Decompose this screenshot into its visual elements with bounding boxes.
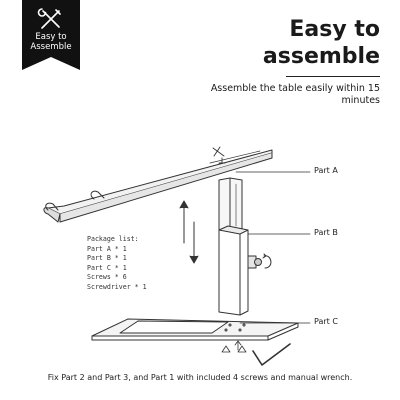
part-c-base [92,319,298,340]
part-b-label: Part B [314,228,338,237]
headline-title: Easy to assemble [262,17,380,69]
badge-label: Easy to Assemble [30,32,72,52]
package-list-item: Part B * 1 [87,254,127,263]
part-a-label: Part A [314,166,338,175]
headline-subtitle: Assemble the table easily within 15 minutes [210,83,380,106]
assembly-instructions: Fix Part 2 and Part 3, and Part 1 with included 4 screws and manual wrench. [47,373,353,382]
assembly-arrow-icon [180,201,198,263]
part-c-label: Part C [314,317,338,326]
rotate-arrow-icon [264,256,271,268]
package-list-item: Part A * 1 [87,244,127,253]
package-list [87,235,147,293]
package-list-item: Screwdriver * 1 [87,282,147,291]
base-screw-icons [222,341,246,352]
package-list-item: Screws * 6 [87,273,127,282]
part-b-column [219,178,271,315]
package-list-title: Package list: [87,235,139,243]
allen-wrench-icon [253,344,290,365]
package-list-item: Part C * 1 [87,263,127,272]
